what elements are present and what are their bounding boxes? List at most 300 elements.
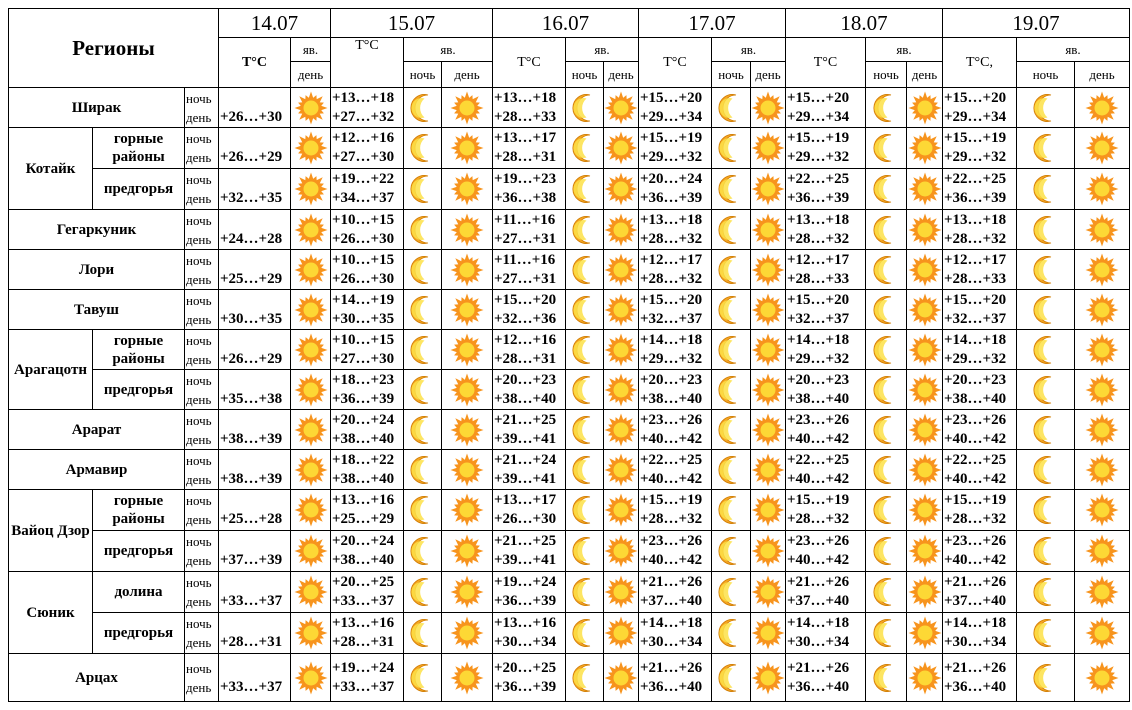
- temp-range-cell: [943, 88, 1017, 128]
- table-row: [9, 128, 1130, 169]
- sun-icon-cell: [291, 330, 331, 370]
- day-label: день: [186, 512, 212, 527]
- day-temp: +38…+40: [787, 390, 850, 407]
- sun-icon: [294, 333, 328, 367]
- night-day-labels: [185, 572, 219, 613]
- day-temp: +28…+32: [640, 511, 703, 527]
- moon-icon-cell: [566, 531, 604, 572]
- sun-icon-cell: [604, 490, 639, 531]
- day-temp: +37…+40: [640, 593, 703, 609]
- sun-icon: [908, 373, 942, 407]
- sun-icon: [751, 131, 785, 165]
- night-temp: +23…+26: [640, 411, 703, 428]
- sun-icon: [1085, 333, 1119, 367]
- sun-icon-cell: [907, 290, 943, 330]
- night-label: ночь: [186, 131, 212, 146]
- day-temp: +30…+34: [640, 634, 703, 650]
- moon-icon-cell: [1017, 450, 1075, 490]
- night-temp: +20…+24: [332, 533, 395, 549]
- temp-range-cell: [493, 330, 566, 370]
- temp-range-cell: [219, 613, 291, 654]
- night-temp: +23…+26: [787, 411, 850, 428]
- temp-range-cell: [493, 531, 566, 572]
- moon-icon-cell: [712, 531, 751, 572]
- moon-icon-cell: [404, 169, 442, 210]
- night-temp: +12…+16: [332, 130, 395, 146]
- sun-icon-cell: [442, 370, 493, 410]
- temp-range-cell: [493, 169, 566, 210]
- region-name: Арцах: [9, 654, 185, 702]
- sun-icon-cell: [751, 531, 786, 572]
- day-temp: +28…+33: [944, 270, 1007, 287]
- day-temp: +36…+39: [787, 190, 850, 206]
- date-header: 16.07: [493, 9, 639, 38]
- phenomena-header: яв.: [291, 38, 331, 62]
- temp-range-cell: [786, 410, 866, 450]
- day-temp: +36…+39: [944, 190, 1007, 206]
- night-temp: +15…+20: [944, 89, 1007, 106]
- region-name: Арарат: [9, 410, 185, 450]
- temp-range-cell: [639, 490, 712, 531]
- night-temp: +14…+18: [787, 331, 850, 348]
- moon-icon: [870, 414, 902, 446]
- sun-icon-cell: [442, 450, 493, 490]
- day-temp: +28…+32: [787, 230, 850, 247]
- night-temp: +15…+20: [494, 291, 557, 308]
- moon-icon-cell: [566, 370, 604, 410]
- moon-icon: [1030, 132, 1062, 164]
- sun-icon-cell: [442, 290, 493, 330]
- moon-icon-cell: [404, 250, 442, 290]
- sun-icon: [604, 333, 638, 367]
- temp-range-cell: [943, 290, 1017, 330]
- day-temp: +28…+32: [640, 230, 703, 247]
- day-temp: +30…+34: [494, 634, 557, 650]
- day-temp: +29…+34: [944, 108, 1007, 125]
- sun-icon: [604, 616, 638, 650]
- day-temp: +37…+40: [944, 593, 1007, 609]
- sun-icon-cell: [751, 490, 786, 531]
- sun-icon-cell: [604, 128, 639, 169]
- sun-icon: [1085, 534, 1119, 568]
- night-label: ночь: [186, 660, 212, 676]
- temp-range-cell: [786, 169, 866, 210]
- sun-icon: [1085, 493, 1119, 527]
- sun-icon-cell: [1075, 410, 1130, 450]
- night-temp: [220, 129, 290, 148]
- moon-icon-cell: [866, 531, 907, 572]
- region-name: Тавуш: [9, 290, 185, 330]
- moon-icon-cell: [712, 410, 751, 450]
- night-temp: +13…+17: [494, 130, 557, 146]
- sun-icon-cell: [604, 613, 639, 654]
- temp-range-cell: [639, 613, 712, 654]
- sun-icon-cell: [751, 450, 786, 490]
- temp-range-cell: [493, 654, 566, 702]
- day-temp: +28…+32: [944, 230, 1007, 247]
- day-temp: +38…+40: [640, 390, 703, 407]
- moon-icon-cell: [866, 250, 907, 290]
- day-temp: +28…+33: [787, 270, 850, 287]
- night-day-labels: [185, 370, 219, 410]
- moon-icon: [870, 617, 902, 649]
- sun-icon-cell: [291, 250, 331, 290]
- day-temp: +28…+32: [944, 511, 1007, 527]
- moon-icon: [715, 294, 747, 326]
- sun-icon-cell: [604, 531, 639, 572]
- sun-icon-cell: [604, 572, 639, 613]
- night-temp: [220, 331, 290, 350]
- moon-icon: [1030, 414, 1062, 446]
- moon-icon-cell: [566, 410, 604, 450]
- moon-icon: [715, 662, 747, 694]
- moon-icon-cell: [566, 128, 604, 169]
- temp-range-cell: [219, 531, 291, 572]
- sun-icon-cell: [291, 128, 331, 169]
- moon-icon: [1030, 92, 1062, 124]
- night-day-labels: [185, 210, 219, 250]
- moon-icon-cell: [866, 370, 907, 410]
- sun-icon-cell: [1075, 490, 1130, 531]
- temp-range-cell: [943, 410, 1017, 450]
- night-temp: [220, 491, 290, 510]
- day-temp: +40…+42: [944, 470, 1007, 487]
- sun-icon: [1085, 413, 1119, 447]
- sun-icon-cell: [907, 169, 943, 210]
- moon-icon-cell: [866, 210, 907, 250]
- night-temp: +19…+24: [332, 659, 395, 676]
- night-temp: +13…+18: [787, 211, 850, 228]
- moon-icon: [715, 454, 747, 486]
- sun-icon-cell: [604, 370, 639, 410]
- moon-icon-cell: [712, 490, 751, 531]
- moon-icon-cell: [1017, 370, 1075, 410]
- sun-icon: [1085, 131, 1119, 165]
- moon-icon: [569, 414, 601, 446]
- moon-icon: [715, 576, 747, 608]
- sun-icon-cell: [751, 169, 786, 210]
- region-name: Котайк: [9, 128, 93, 210]
- temp-range-cell: [493, 370, 566, 410]
- temp-range-cell: [639, 128, 712, 169]
- sun-icon: [294, 413, 328, 447]
- temp-range-cell: [331, 370, 404, 410]
- night-temp: +15…+20: [944, 291, 1007, 308]
- sun-icon-cell: [751, 210, 786, 250]
- temp-range-cell: [786, 210, 866, 250]
- sun-icon: [604, 575, 638, 609]
- sun-icon: [294, 493, 328, 527]
- night-label: ночь: [186, 372, 212, 388]
- night-temp: +13…+18: [944, 211, 1007, 228]
- temp-range-cell: [219, 290, 291, 330]
- moon-icon-cell: [404, 613, 442, 654]
- sun-icon: [450, 453, 484, 487]
- sun-icon: [751, 616, 785, 650]
- sun-icon: [908, 293, 942, 327]
- day-temp: +29…+34: [787, 108, 850, 125]
- sun-icon-cell: [442, 169, 493, 210]
- day-temp: +25…+29: [220, 270, 283, 287]
- sun-icon: [908, 661, 942, 695]
- sun-icon: [450, 616, 484, 650]
- day-temp: +39…+41: [494, 552, 557, 568]
- moon-icon-cell: [866, 330, 907, 370]
- temp-range-cell: [219, 490, 291, 531]
- table-row: [9, 88, 1130, 128]
- sun-icon: [604, 413, 638, 447]
- temp-range-cell: [331, 450, 404, 490]
- sun-icon-cell: [751, 250, 786, 290]
- sun-icon: [908, 575, 942, 609]
- day-temp: +40…+42: [640, 552, 703, 568]
- sun-icon-cell: [604, 169, 639, 210]
- night-temp: +22…+25: [787, 451, 850, 468]
- phenomena-header: яв.: [566, 38, 639, 62]
- sun-icon: [1085, 575, 1119, 609]
- sun-icon: [294, 172, 328, 206]
- moon-icon-cell: [866, 290, 907, 330]
- temp-range-cell: [331, 572, 404, 613]
- night-temp: +15…+19: [787, 492, 850, 508]
- day-temp: +26…+30: [332, 270, 395, 287]
- table-row: [9, 613, 1130, 654]
- temp-range-cell: [786, 531, 866, 572]
- moon-icon-cell: [866, 572, 907, 613]
- sun-icon-cell: [751, 654, 786, 702]
- temp-range-cell: [786, 613, 866, 654]
- night-label: ночь: [186, 452, 212, 468]
- sun-icon-cell: [291, 210, 331, 250]
- sun-icon: [751, 493, 785, 527]
- moon-icon-cell: [404, 370, 442, 410]
- night-temp: +19…+23: [494, 171, 557, 187]
- date-header: 19.07: [943, 9, 1130, 38]
- sun-icon: [908, 213, 942, 247]
- night-temp: +15…+19: [944, 130, 1007, 146]
- sun-icon-cell: [907, 210, 943, 250]
- sun-icon-cell: [1075, 654, 1130, 702]
- sun-icon-cell: [442, 128, 493, 169]
- sun-icon: [908, 91, 942, 125]
- moon-icon: [407, 92, 439, 124]
- night-temp: +10…+15: [332, 331, 395, 348]
- night-temp: +21…+26: [944, 659, 1007, 676]
- night-temp: [220, 89, 290, 108]
- moon-icon-cell: [1017, 613, 1075, 654]
- sun-icon-cell: [751, 370, 786, 410]
- day-temp: +36…+39: [640, 190, 703, 206]
- moon-icon: [1030, 173, 1062, 205]
- day-temp: +36…+39: [494, 593, 557, 609]
- sun-icon-cell: [1075, 370, 1130, 410]
- sun-icon-cell: [604, 210, 639, 250]
- moon-icon: [715, 132, 747, 164]
- moon-icon: [407, 294, 439, 326]
- moon-icon-cell: [1017, 210, 1075, 250]
- temp-range-cell: [493, 410, 566, 450]
- night-day-labels: [185, 531, 219, 572]
- region-name: Сюник: [9, 572, 93, 654]
- day-temp: +30…+34: [944, 634, 1007, 650]
- moon-icon-cell: [404, 654, 442, 702]
- subregion-name: горные районы: [93, 128, 185, 169]
- table-row: [9, 250, 1130, 290]
- sun-icon: [604, 493, 638, 527]
- sun-icon-cell: [1075, 128, 1130, 169]
- night-temp: +12…+16: [494, 331, 557, 348]
- night-temp: +13…+18: [332, 89, 395, 106]
- day-temp: +25…+28: [220, 511, 283, 527]
- sun-icon-cell: [604, 330, 639, 370]
- temp-range-cell: [943, 128, 1017, 169]
- night-temp: +20…+23: [640, 371, 703, 388]
- day-header: день: [1075, 62, 1130, 88]
- moon-icon-cell: [404, 531, 442, 572]
- night-temp: [220, 573, 290, 592]
- day-temp: +37…+39: [220, 552, 283, 568]
- table-row: [9, 210, 1130, 250]
- temp-range-cell: [786, 250, 866, 290]
- sun-icon: [751, 575, 785, 609]
- region-name: Ширак: [9, 88, 185, 128]
- day-label: день: [186, 431, 212, 447]
- moon-icon: [1030, 334, 1062, 366]
- moon-icon-cell: [866, 88, 907, 128]
- forecast-table: [8, 8, 1130, 702]
- temp-range-cell: [331, 531, 404, 572]
- moon-icon-cell: [566, 210, 604, 250]
- moon-icon-cell: [566, 490, 604, 531]
- moon-icon: [407, 334, 439, 366]
- moon-icon-cell: [712, 250, 751, 290]
- moon-icon: [1030, 576, 1062, 608]
- sun-icon: [751, 453, 785, 487]
- sun-icon: [294, 575, 328, 609]
- temp-range-cell: [331, 250, 404, 290]
- sun-icon-cell: [604, 88, 639, 128]
- night-day-labels: [185, 654, 219, 702]
- night-temp: +20…+24: [332, 411, 395, 428]
- sun-icon: [450, 213, 484, 247]
- temp-range-cell: [639, 169, 712, 210]
- night-temp: +21…+25: [494, 533, 557, 549]
- temp-range-cell: [219, 572, 291, 613]
- sun-icon-cell: [751, 613, 786, 654]
- sun-icon: [604, 213, 638, 247]
- moon-icon: [870, 535, 902, 567]
- table-row: [9, 290, 1130, 330]
- day-temp: +32…+35: [220, 190, 283, 206]
- sun-icon: [908, 172, 942, 206]
- sun-icon-cell: [442, 613, 493, 654]
- night-temp: +15…+19: [944, 492, 1007, 508]
- night-label: ночь: [186, 172, 212, 187]
- night-temp: +20…+23: [787, 371, 850, 388]
- sun-icon-cell: [291, 490, 331, 531]
- sun-icon: [908, 534, 942, 568]
- temp-range-cell: [639, 210, 712, 250]
- night-day-labels: [185, 290, 219, 330]
- night-label: ночь: [186, 493, 212, 508]
- sun-icon: [450, 253, 484, 287]
- moon-icon: [569, 494, 601, 526]
- night-label: ночь: [186, 252, 212, 268]
- moon-icon: [870, 576, 902, 608]
- day-temp: +40…+42: [640, 430, 703, 447]
- night-label: ночь: [186, 412, 212, 428]
- sun-icon-cell: [1075, 169, 1130, 210]
- day-temp: +40…+42: [787, 552, 850, 568]
- moon-icon: [569, 662, 601, 694]
- table-row: [9, 654, 1130, 702]
- day-label: день: [186, 271, 212, 287]
- day-temp: +39…+41: [494, 470, 557, 487]
- sun-icon: [1085, 172, 1119, 206]
- day-temp: +36…+40: [640, 678, 703, 695]
- sun-icon-cell: [1075, 330, 1130, 370]
- sun-icon: [751, 661, 785, 695]
- sun-icon: [1085, 373, 1119, 407]
- temp-range-cell: [493, 250, 566, 290]
- night-temp: +13…+16: [494, 615, 557, 631]
- moon-icon-cell: [866, 410, 907, 450]
- date-header: 14.07: [219, 9, 331, 38]
- sun-icon-cell: [291, 290, 331, 330]
- moon-icon-cell: [712, 613, 751, 654]
- night-header: ночь: [866, 62, 907, 88]
- moon-icon: [715, 92, 747, 124]
- sun-icon-cell: [907, 450, 943, 490]
- sun-icon-cell: [1075, 88, 1130, 128]
- temp-range-cell: [219, 250, 291, 290]
- day-temp: +33…+37: [332, 678, 395, 695]
- sun-icon-cell: [751, 128, 786, 169]
- day-header: день: [291, 62, 331, 88]
- night-temp: +20…+24: [640, 171, 703, 187]
- night-temp: +20…+25: [332, 574, 395, 590]
- sun-icon-cell: [291, 370, 331, 410]
- night-header: ночь: [566, 62, 604, 88]
- sun-icon: [1085, 293, 1119, 327]
- night-temp: +13…+18: [640, 211, 703, 228]
- moon-icon: [1030, 662, 1062, 694]
- temp-range-cell: [943, 210, 1017, 250]
- night-temp: +12…+17: [640, 251, 703, 268]
- moon-icon-cell: [866, 613, 907, 654]
- temp-range-cell: [219, 88, 291, 128]
- moon-icon: [1030, 294, 1062, 326]
- moon-icon-cell: [404, 450, 442, 490]
- night-temp: [220, 532, 290, 551]
- night-temp: [220, 211, 290, 230]
- sun-icon-cell: [291, 450, 331, 490]
- sun-icon-cell: [1075, 290, 1130, 330]
- moon-icon: [407, 254, 439, 286]
- day-temp: +40…+42: [944, 430, 1007, 447]
- sun-icon-cell: [1075, 613, 1130, 654]
- day-temp: +30…+34: [787, 634, 850, 650]
- night-temp: +15…+19: [640, 492, 703, 508]
- day-temp: +26…+30: [494, 511, 557, 527]
- moon-icon: [569, 294, 601, 326]
- night-temp: [220, 291, 290, 310]
- night-temp: +21…+26: [640, 659, 703, 676]
- moon-icon: [569, 576, 601, 608]
- sun-icon: [604, 534, 638, 568]
- sun-icon: [294, 91, 328, 125]
- table-row: [9, 450, 1130, 490]
